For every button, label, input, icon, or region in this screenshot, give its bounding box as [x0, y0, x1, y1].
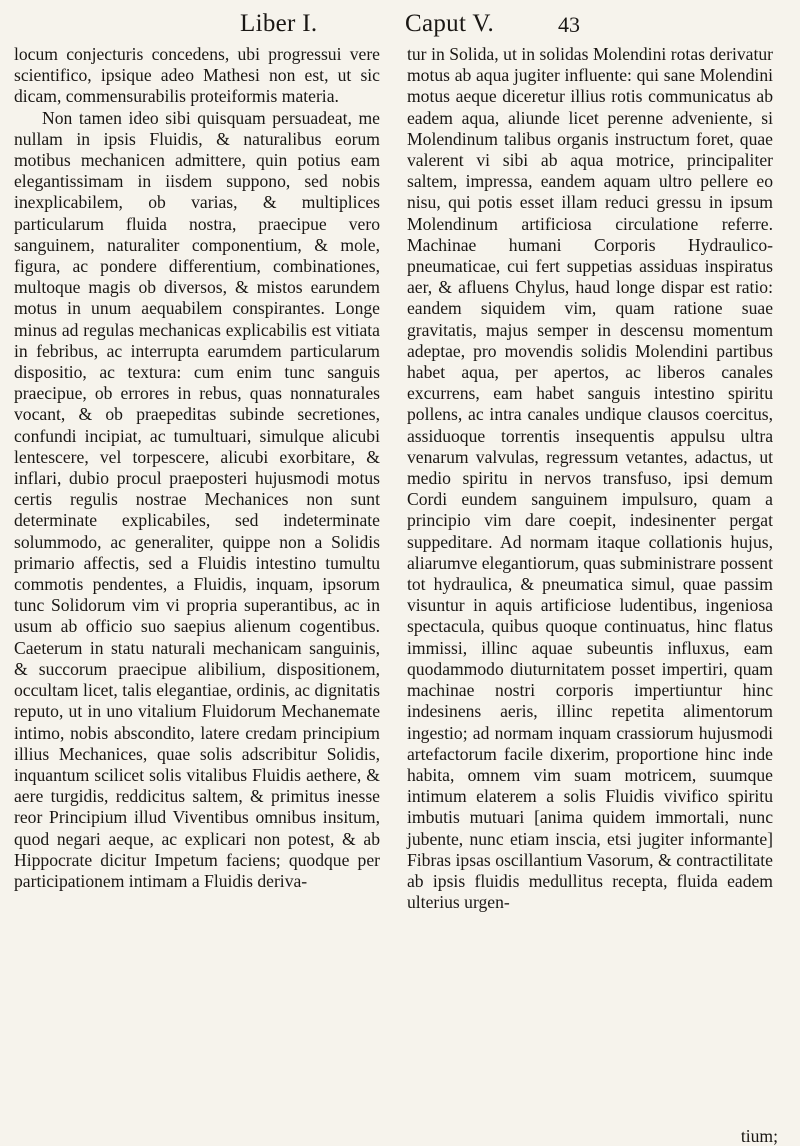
catchword: tium; — [740, 1126, 778, 1146]
running-header — [0, 10, 800, 38]
right-text-column — [407, 44, 773, 913]
chapter-label: Caput V. — [405, 10, 494, 37]
paragraph: Non tamen ideo sibi quisquam persuadeat, me nullam in ipsis Fluidis, & naturalibus eorum motibus mechanicen admittere, quin potius eam elegantissimam in iisdem suppono, sed nobis inexplicabilem, ob varias, & multiplices particularum fluida nostra, praecipue vero sanguinem, naturaliter componentium, & mole, figura, ac pondere differentium, combinationes, multoque magis ob diversos, & mistos earundem motus in unum aequabilem conspirantes. Longe minus ad regulas mechanicas explicabilis est vitiata in febribus, ac interrupta earumdem particularum dispositio, ac textura: cum enim tunc sanguis praecipue, ob errores in rebus, quas nonnaturales vocant, & ob praepeditas subinde secretiones, confundi incipiat, ac tumultuari, simulque alicubi lentescere, vel torpescere, alicubi exorbitare, & inflari, dubio procul praeposteri hujusmodi motus certis regulis nostrae Mechanices non sunt determinate explicabiles, sed indeterminate solummodo, ac generaliter, quippe non a Solidis primario affectis, sed a Fluidis intestino tumultu commotis pendentes, a Fluidis, inquam, ipsorum tunc Solidorum vim vi propria superantibus, ac in usum ab officio suo saepius alienum cogentibus. Caeterum in statu naturali mechanicam sanguinis, & succorum praecipue alibilium, dispositionem, occultam licet, talis elegantiae, ordinis, ac dignitatis reputo, ut in uno vitalium Fluidorum Mechanemate intimo, nobis abscondito, latere credam principium illius Mechanices, quae solis adscribitur Solidis, inquantum scilicet solis vitalibus Fluidis aethere, & aere turgidis, reddicitus saltem, & primitus inesse reor Principium illud Viventibus omnibus insitum, quod negari aeque, ac explicari non potest, & ab Hippocrate dicitur Impetum faciens; quodque per participationem intimam a Fluidis deriva- — [14, 107, 380, 891]
paragraph: tur in Solida, ut in solidas Molendini rotas derivatur motus ab aqua jugiter influente: qui sane Molendini motus aeque diceretur illius rotis communicatus ab eadem aqua, aliunde licet perenne adveniente, si Molendinum talibus organis instructum foret, quae valerent vi sibi ab aqua motrice, principaliter saltem, impressa, eandem aquam ultro pellere eo nisu, qui potis esset illam reduci gressu in ipsum Molendinum artificiosa circulatione referre. Machinae humani Corporis Hydraulico-pneumaticae, cui fert suppetias assiduas inspiratus aer, & afluens Chylus, haud longe dispar est ratio: eandem siquidem vim, quam ratione suae gravitatis, majus semper in descensu momentum adeptae, pro movendis solidis Molendini partibus habet aqua, per apertos, ac liberos canales excurrens, eam habet sanguis intestino spiritu pollens, ac intra canales undique clausos coercitus, assiduoque torrentis insequentis appulsu ultra venarum valvulas, regressum vetantes, adactus, ut medio spiritu in nervos transfuso, ipsi demum Cordi eundem sanguinem impulsuro, quam a principio vim dare coepit, indesinenter pergat suppeditare. Ad normam itaque collationis hujus, aliarumve elegantiorum, quas subministrare possent tot hydraulica, & pneumatica simul, quae passim visuntur in aquis artificiose ludentibus, ingeniosa spectacula, quibus quoque continuatus, hinc flatus immissi, illinc aquae subeuntis influxus, eam quodammodo diuturnitatem posset impertiri, quam machinae nostri corporis impertiuntur hinc indesinens aeris, illinc repetita alimentorum ingestio; ad normam inquam crassiorum hujusmodi artefactorum facile dixerim, proportione hinc inde habita, omnem vim suam motricem, suumque intimum elaterem a solis Fluidis vivifico spiritu imbutis mutuari [anima quidem immortali, nunc jubente, nunc etiam inscia, etsi jugiter informante] Fibras ipsas oscillantium Vasorum, & contractilitate ab ipsis fluidis medullitus recepta, fluida eadem ulterius urgen- — [407, 44, 773, 913]
left-text-column — [14, 44, 380, 892]
book-label: Liber I. — [240, 10, 318, 37]
paragraph: locum conjecturis concedens, ubi progressui vere scientifico, ipsique adeo Mathesi non est, ut sic dicam, commensurabilis proteiformis materia. — [14, 44, 380, 107]
page-number: 43 — [558, 12, 580, 37]
